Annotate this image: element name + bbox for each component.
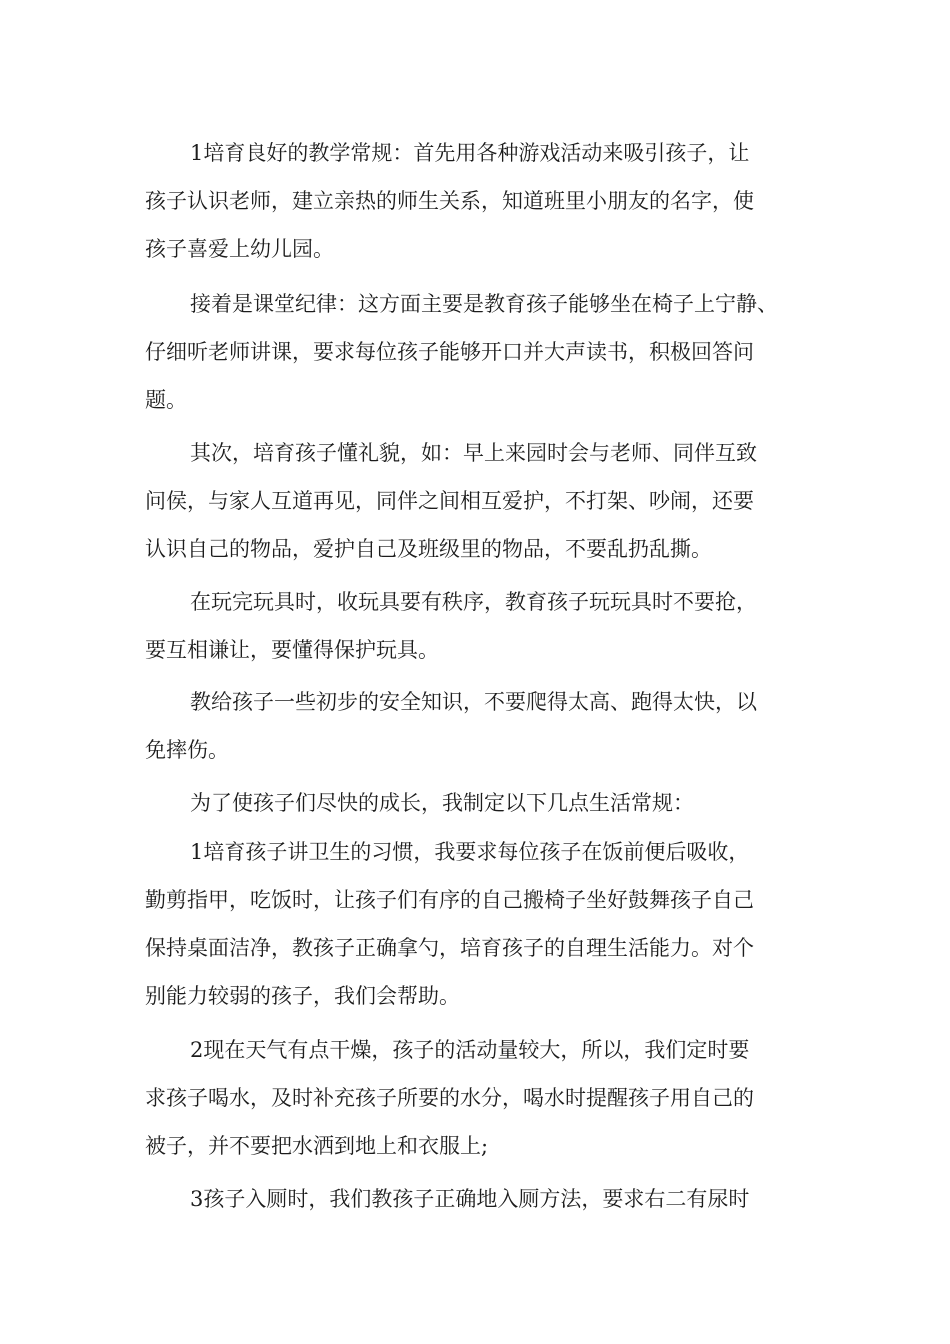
paragraph-line: 2现在天气有点干燥，孩子的活动量较大，所以，我们定时要 xyxy=(190,1038,750,1062)
paragraph-line: 孩子认识老师，建立亲热的师生关系，知道班里小朋友的名字，使 xyxy=(145,189,754,213)
paragraph-line: 问侯，与家人互道再见，同伴之间相互爱护，不打架、吵闹，还要 xyxy=(145,489,754,513)
paragraph-line: 孩子喜爱上幼儿园。 xyxy=(145,237,334,261)
paragraph-line: 认识自己的物品，爱护自己及班级里的物品，不要乱扔乱撕。 xyxy=(145,537,712,561)
paragraph-line: 1培育孩子讲卫生的习惯，我要求每位孩子在饭前便后吸收， xyxy=(190,840,750,864)
paragraph-line: 题。 xyxy=(145,388,187,412)
paragraph-line: 别能力较弱的孩子，我们会帮助。 xyxy=(145,984,460,1008)
paragraph-line: 为了使孩子们尽快的成长，我制定以下几点生活常规： xyxy=(190,791,694,815)
paragraph-line: 求孩子喝水，及时补充孩子所要的水分，喝水时提醒孩子用自己的 xyxy=(145,1086,754,1110)
paragraph-line: 1培育良好的教学常规：首先用各种游戏活动来吸引孩子，让 xyxy=(190,141,750,165)
paragraph-line: 教给孩子一些初步的安全知识，不要爬得太高、跑得太快，以 xyxy=(190,690,757,714)
paragraph-line: 保持桌面洁净，教孩子正确拿勺，培育孩子的自理生活能力。对个 xyxy=(145,936,754,960)
paragraph-line: 被子，并不要把水洒到地上和衣服上; xyxy=(145,1134,489,1158)
paragraph-line: 接着是课堂纪律：这方面主要是教育孩子能够坐在椅子上宁静、 xyxy=(190,292,778,316)
paragraph-line: 其次，培育孩子懂礼貌，如：早上来园时会与老师、同伴互致 xyxy=(190,441,757,465)
paragraph-line: 勤剪指甲，吃饭时，让孩子们有序的自己搬椅子坐好鼓舞孩子自己 xyxy=(145,888,754,912)
paragraph-line: 3孩子入厕时，我们教孩子正确地入厕方法，要求右二有尿时 xyxy=(190,1187,750,1211)
paragraph-line: 免摔伤。 xyxy=(145,738,229,762)
paragraph-line: 要互相谦让，要懂得保护玩具。 xyxy=(145,638,439,662)
paragraph-line: 在玩完玩具时，收玩具要有秩序，教育孩子玩玩具时不要抢， xyxy=(190,590,757,614)
paragraph-line: 仔细听老师讲课，要求每位孩子能够开口并大声读书，积极回答问 xyxy=(145,340,754,364)
